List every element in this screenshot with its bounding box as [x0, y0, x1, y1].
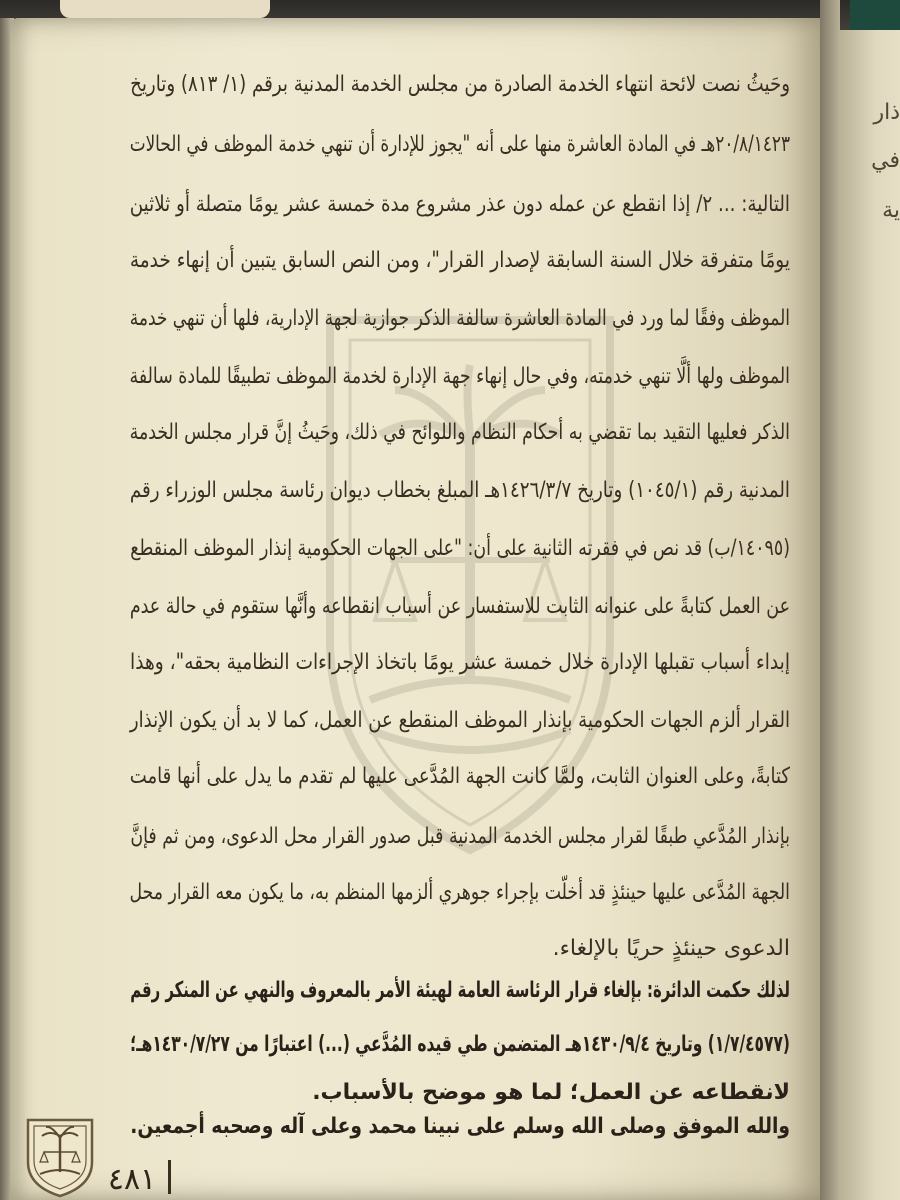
body-line: الموظف ولها ألَّا تنهي خدمته، وفي حال إنهاء جهة الإدارة لخدمة الموظف تطبيقًا للمادة سالفة: [129, 364, 790, 389]
page-number: ٤٨١: [107, 1162, 157, 1197]
body-line: عن العمل كتابةً على عنوانه الثابت للاستفسار عن أسباب انقطاعه وأنَّها ستقوم في حالة عدم: [129, 594, 791, 619]
body-line: بإنذار المُدَّعي طبقًا لقرار مجلس الخدمة المدنية قبل صدور القرار محل الدعوى، ومن ثم فإنَّ: [130, 824, 790, 849]
body-line: القرار ألزم الجهات الحكومية بإنذار الموظف المنقطع عن العمل، كما لا بد أن يكون الإنذار: [129, 708, 791, 733]
right-page-fragment: ذار: [873, 100, 900, 125]
body-line: الجهة المُدَّعى عليها حينئذٍ قد أخلّت بإجراء جوهري ألزمها المنظم به، ما يكون معه القرار محل: [129, 880, 790, 905]
body-line: المدنية رقم (١٠٤٥/١) وتاريخ ١٤٢٦/٣/٧هـ المبلغ بخطاب ديوان رئاسة مجلس الوزراء رقم: [129, 478, 790, 503]
body-line: التالية: ... ٢/ إذا انقطع عن عمله دون عذر مشروع مدة خمسة عشر يومًا متصلة أو ثلاثين: [129, 192, 790, 217]
ruling-line: لانقطاعه عن العمل؛ لما هو موضح بالأسباب.: [312, 1080, 790, 1105]
body-line: ٢٠/٨/١٤٢٣هـ في المادة العاشرة منها على أنه "يجوز للإدارة أن تنهي خدمة الموظف في الحالات: [129, 132, 790, 157]
body-line: الموظف وفقًا لما ورد في المادة العاشرة سالفة الذكر جوازية لجهة الإدارية، فلها أن تنهي خدمة: [129, 306, 790, 331]
body-line: كتابةً، وعلى العنوان الثابت، ولمَّا كانت الجهة المُدَّعى عليها لم تقدم ما يدل على أنها قامت: [129, 764, 790, 789]
body-line: (١٤٠٩٥/ب) قد نص في فقرته الثانية على أن: "على الجهات الحكومية إنذار الموظف المنقطع: [130, 536, 790, 561]
green-cover-corner: [850, 0, 900, 30]
right-page-fragment: ية: [882, 198, 900, 223]
ruling-line: (١/٧/٤٥٧٧) وتاريخ ١٤٣٠/٩/٤هـ المتضمن طي قيده المُدَّعي (...) اعتبارًا من ١٤٣٠/٧/٢٧هـ؛: [130, 1032, 790, 1057]
book-gutter: [820, 0, 840, 1200]
ruling-line: لذلك حكمت الدائرة: بإلغاء قرار الرئاسة العامة لهيئة الأمر بالمعروف والنهي عن المنكر رقم: [130, 978, 790, 1003]
body-line: وحَيثُ نصت لائحة انتهاء الخدمة الصادرة من مجلس الخدمة المدنية برقم (١/ ٨١٣) وتاريخ: [130, 72, 791, 97]
body-line: إبداء أسباب تقبلها الإدارة خلال خمسة عشر يومًا باتخاذ الإجراءات النظامية بحقه"، وهذا: [130, 650, 790, 675]
right-page-fragment: في: [871, 148, 900, 173]
footer-divider: [168, 1160, 171, 1194]
previous-page-edge: [60, 0, 270, 18]
body-line: الذكر فعليها التقيد بما تقضي به أحكام النظام واللوائح في ذلك، وحَيثُ إنَّ قرار مجلس الخدمة: [129, 420, 790, 445]
body-line: يومًا متفرقة خلال السنة السابقة لإصدار القرار"، ومن النص السابق يتبين أن إنهاء خدمة: [129, 248, 790, 273]
closing-line: والله الموفق وصلى الله وسلم على نبينا محمد وعلى آله وصحبه أجمعين.: [130, 1114, 791, 1139]
body-line: الدعوى حينئذٍ حريًا بالإلغاء.: [552, 936, 790, 961]
court-seal-icon: [22, 1112, 98, 1198]
